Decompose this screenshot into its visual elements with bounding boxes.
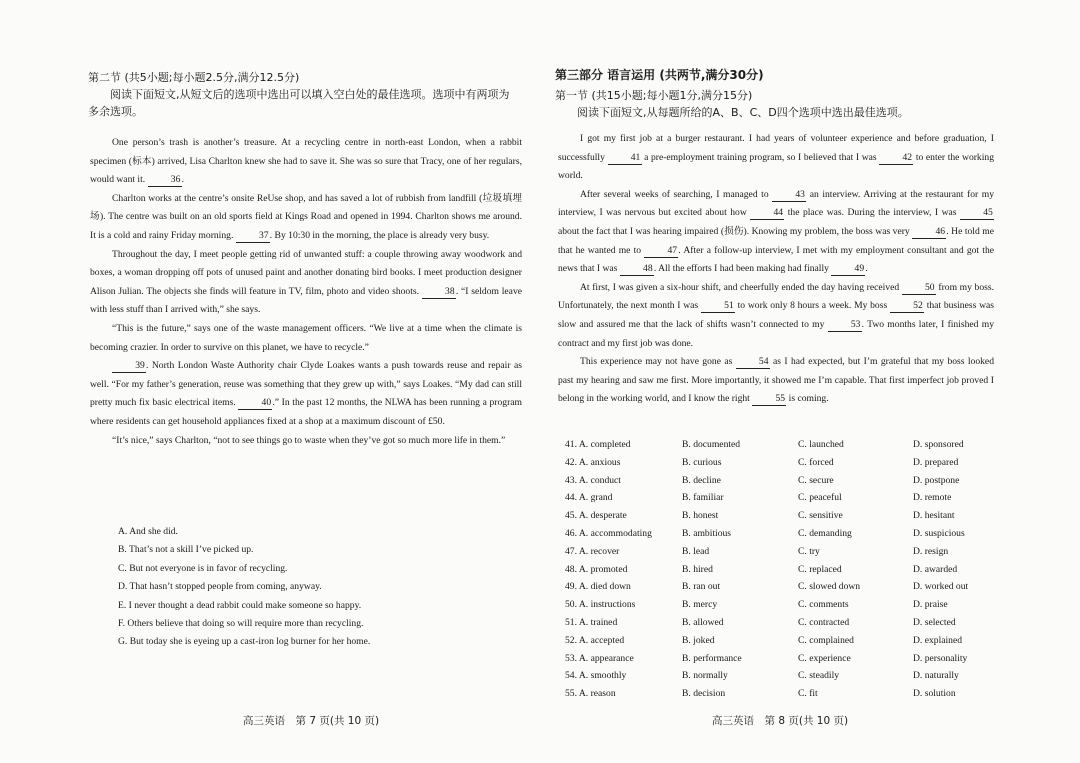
- question-number: 50.: [565, 599, 577, 611]
- choice-b: B. performance: [682, 652, 742, 664]
- choice-d: D. selected: [913, 617, 956, 628]
- question-number: 54.: [565, 670, 577, 682]
- passage-text: about the fact that I was hearing impaired (损伤). Knowing my problem, the boss was very: [558, 225, 913, 237]
- question-number: 44.: [565, 492, 577, 504]
- choice-a: A. accepted: [578, 634, 625, 646]
- choice-c: C. complained: [798, 634, 854, 646]
- choice-b: B. allowed: [682, 617, 724, 628]
- right-instruction: 阅读下面短文,从每题所给的A、B、C、D四个选项中选出最佳选项。: [577, 106, 909, 119]
- passage-text: a pre-employment training program, so I believed that I was: [641, 151, 880, 163]
- passage-text: . Two months later, I finished my contract and my first job was done.: [558, 318, 994, 349]
- question-row-start: [565, 472, 621, 490]
- option-a: A. And she did.: [118, 526, 178, 537]
- choice-a: A. grand: [578, 492, 613, 504]
- passage-text: as I had expected, but I’m grateful that my boss looked past my hearing and saw me first. More importantly, it showed me I’m capable. That first imperfect job proved I belong in the working world, and I know the right: [558, 356, 994, 405]
- choice-b: B. decision: [682, 688, 726, 700]
- choice-d: D. worked out: [913, 581, 969, 593]
- choice-d: D. explained: [913, 634, 963, 646]
- choice-c: C. comments: [798, 599, 849, 611]
- question-row-start: [565, 632, 624, 650]
- passage-text: .: [181, 174, 184, 186]
- choice-a: A. recover: [578, 545, 620, 557]
- question-row-start: [565, 436, 631, 454]
- answer-blank-47: 47: [644, 245, 678, 258]
- question-row-start: [565, 667, 626, 685]
- choice-d: D. solution: [913, 688, 956, 700]
- option-e: E. I never thought a dead rabbit could make someone so happy.: [118, 599, 362, 611]
- answer-blank-37: 37: [236, 230, 270, 243]
- choice-a: A. died down: [578, 581, 631, 593]
- choice-a: A. conduct: [578, 474, 621, 486]
- choice-d: D. suspicious: [913, 528, 965, 539]
- choice-b: B. documented: [682, 439, 741, 450]
- passage-text: . “I seldom leave with less stuff than I arrived with,” she says.: [90, 285, 522, 316]
- choice-b: B. mercy: [682, 599, 718, 611]
- question-number: 48.: [565, 563, 577, 575]
- option-f: F. Others believe that doing so will require more than recycling.: [118, 618, 364, 630]
- right-page: [540, 0, 1080, 763]
- passage-text: to enter the working world.: [558, 151, 994, 182]
- answer-blank-38: 38: [422, 286, 456, 299]
- passage-text: One person’s trash is another’s treasure. At a recycling centre in north-east London, when a rabbit specimen (标本) arrived, Lisa Charlton knew she had to save it. She was so sure that Tracy, one of her regulars, would want it.: [90, 137, 522, 186]
- choice-a: A. completed: [578, 439, 631, 450]
- question-row-start: [565, 454, 620, 472]
- choice-b: B. familiar: [682, 492, 724, 504]
- choice-c: C. forced: [798, 456, 834, 468]
- right-paragraph-3: [558, 279, 994, 353]
- choice-c: C. try: [798, 545, 820, 557]
- left-footer: 高三英语 第 7 页(共 10 页): [243, 715, 380, 727]
- answer-blank-50: 50: [902, 282, 936, 295]
- answer-blank-43: 43: [772, 189, 806, 202]
- answer-blank-54: 54: [736, 356, 770, 369]
- question-row-start: [565, 650, 634, 668]
- answer-blank-45: 45: [960, 207, 994, 220]
- left-paragraph-6: [90, 432, 522, 451]
- choice-d: D. remote: [913, 492, 952, 504]
- choice-a: A. promoted: [578, 563, 628, 575]
- right-paragraph-4: [558, 353, 994, 409]
- question-row-start: [565, 489, 612, 507]
- option-g: G. But today she is eyeing up a cast-iron log burner for her home.: [118, 636, 371, 648]
- question-row-start: [565, 614, 617, 632]
- choice-c: C. launched: [798, 439, 844, 450]
- question-number: 53.: [565, 652, 577, 664]
- question-row-start: [565, 578, 631, 596]
- choice-b: B. hired: [682, 563, 713, 575]
- answer-blank-55: 55: [752, 393, 786, 406]
- answer-blank-44: 44: [750, 207, 784, 220]
- question-number: 43.: [565, 474, 577, 486]
- answer-blank-39: 39: [112, 360, 146, 373]
- choice-c: C. replaced: [798, 563, 842, 575]
- choice-b: B. ran out: [682, 581, 721, 593]
- choice-c: C. slowed down: [798, 581, 861, 593]
- left-paragraph-1: [90, 134, 522, 190]
- passage-text: After several weeks of searching, I managed to: [580, 188, 773, 200]
- passage-text: . North London Waste Authority chair Clyde Loakes wants a push towards reuse and repair as well. “For my father’s generation, reuse was something that they grew up with,” says Loakes. “My dad can still pretty much fix basic electrical items.: [90, 360, 522, 409]
- passage-text: to work only 8 hours a week. My boss: [734, 300, 890, 312]
- passage-text: .” In the past 12 months, the NLWA has been running a program where residents can get household appliances fixed at a shop at a maximum discount of £50.: [90, 397, 522, 427]
- left-instruction: 阅读下面短文,从短文后的选项中选出可以填入空白处的最佳选项。选项中有两项为多余选项。: [88, 88, 510, 118]
- option-d: D. That hasn’t stopped people from coming, anyway.: [118, 581, 322, 593]
- left-paragraph-2: [90, 190, 522, 246]
- right-section-title: 第一节 (共15小题;每小题1分,满分15分): [555, 89, 753, 102]
- question-row-start: [565, 543, 619, 561]
- choice-c: C. secure: [798, 474, 834, 486]
- answer-blank-36: 36: [148, 174, 182, 187]
- answer-blank-49: 49: [831, 263, 865, 276]
- choice-c: C. steadily: [798, 670, 840, 682]
- right-paragraph-1: [558, 130, 994, 186]
- answer-blank-53: 53: [828, 319, 862, 332]
- choice-a: A. trained: [578, 617, 618, 628]
- question-number: 42.: [565, 456, 577, 468]
- answer-blank-46: 46: [912, 226, 946, 239]
- left-section-title: 第二节 (共5小题;每小题2.5分,满分12.5分): [88, 71, 300, 84]
- question-row-start: [565, 685, 616, 703]
- choice-d: D. praise: [913, 599, 948, 611]
- passage-text: “This is the future,” says one of the waste management officers. “We live at a time when the climate is becoming crazier. In order to survive on this planet, we have to recycle.”: [90, 322, 522, 353]
- choice-a: A. appearance: [578, 652, 634, 664]
- choice-b: B. decline: [682, 474, 721, 486]
- passage-text: the place was. During the interview, I was: [784, 207, 960, 219]
- passage-text: Throughout the day, I meet people getting rid of unwanted stuff: a couple throwing away woodwork and boxes, a woman dropping off pots of unused paint and another donating bird books. I meet production designer Alison Julian. The objects she finds will feature in TV, film, photo and video shoots.: [90, 248, 522, 297]
- question-number: 41.: [565, 439, 577, 450]
- choice-a: A. reason: [578, 688, 616, 700]
- right-passage: [558, 130, 994, 409]
- passage-text: I got my first job at a burger restaurant. I had years of volunteer experience and before graduation, I successfully: [558, 133, 994, 163]
- passage-text: At first, I was given a six-hour shift, and cheerfully ended the day having received: [580, 281, 902, 293]
- passage-text: from my boss. Unfortunately, the next month I was: [558, 281, 995, 312]
- passage-text: . He told me that he wanted me to: [558, 225, 994, 256]
- left-passage: [90, 134, 522, 450]
- choice-a: A. accommodating: [578, 528, 652, 539]
- question-number: 47.: [565, 545, 577, 557]
- choice-b: B. honest: [682, 510, 719, 522]
- choice-d: D. sponsored: [913, 439, 964, 450]
- passage-text: is coming.: [786, 393, 829, 405]
- answer-blank-40: 40: [238, 397, 272, 410]
- passage-text: . All the efforts I had been making had finally: [653, 263, 832, 275]
- right-paragraph-2: [558, 186, 994, 279]
- question-number: 45.: [565, 510, 577, 522]
- option-b: B. That’s not a skill I’ve picked up.: [118, 544, 254, 556]
- passage-text: an interview. Arriving at the restaurant for my interview, I was nervous but excited about how: [558, 188, 994, 219]
- choice-d: D. naturally: [913, 670, 959, 682]
- choice-a: A. instructions: [578, 599, 636, 611]
- choice-b: B. lead: [682, 545, 710, 557]
- choice-d: D. prepared: [913, 456, 959, 468]
- passage-text: that business was slow and assured me that the lack of shifts wasn’t connected to my: [558, 300, 994, 330]
- left-options-list: [118, 523, 528, 652]
- choice-c: C. peaceful: [798, 492, 842, 504]
- passage-text: “It’s nice,” says Charlton, “not to see things go to waste when they’ve got so much more life in them.”: [112, 434, 506, 446]
- answer-blank-41: 41: [608, 152, 642, 165]
- choice-b: B. normally: [682, 670, 728, 682]
- answer-blank-51: 51: [701, 300, 735, 313]
- left-paragraph-5: [90, 357, 522, 431]
- left-paragraph-3: [90, 246, 522, 320]
- question-number: 46.: [565, 528, 577, 539]
- choice-a: A. desperate: [578, 510, 627, 522]
- question-number: 49.: [565, 581, 577, 593]
- right-footer: 高三英语 第 8 页(共 10 页): [712, 715, 849, 727]
- right-part-title: 第三部分 语言运用 (共两节,满分30分): [555, 68, 764, 82]
- question-row-start: [565, 507, 627, 525]
- choice-b: B. joked: [682, 634, 715, 646]
- question-number: 51.: [565, 617, 577, 628]
- answer-blank-42: 42: [879, 152, 913, 165]
- question-row-start: [565, 561, 627, 579]
- choice-d: D. personality: [913, 652, 968, 664]
- choice-b: B. ambitious: [682, 528, 732, 539]
- passage-text: .: [865, 263, 868, 275]
- choice-c: C. contracted: [798, 617, 850, 628]
- choice-d: D. resign: [913, 545, 949, 557]
- choice-a: A. smoothly: [578, 670, 627, 682]
- passage-text: This experience may not have gone as: [580, 356, 736, 368]
- choice-a: A. anxious: [578, 456, 621, 468]
- choice-c: C. sensitive: [798, 510, 843, 522]
- left-paragraph-4: [90, 320, 522, 357]
- choice-d: D. postpone: [913, 474, 960, 486]
- answer-blank-52: 52: [890, 300, 924, 313]
- answer-blank-48: 48: [620, 263, 654, 276]
- passage-text: Charlton works at the centre’s onsite ReUse shop, and has saved a lot of rubbish from landfill (垃圾填埋场). The centre was built on an old sports field at Kings Road and opened in 1994. Charlton shows me around. It is a cold and rainy Friday morning.: [90, 192, 522, 241]
- choice-c: C. fit: [798, 688, 818, 700]
- question-grid: [540, 436, 1080, 706]
- question-number: 55.: [565, 688, 577, 700]
- choice-b: B. curious: [682, 456, 722, 468]
- choice-d: D. awarded: [913, 563, 958, 575]
- question-row-start: [565, 525, 652, 543]
- option-c: C. But not everyone is in favor of recycling.: [118, 562, 288, 574]
- passage-text: . By 10:30 in the morning, the place is already very busy.: [269, 229, 490, 241]
- passage-text: . After a follow-up interview, I met with my employment consultant and got the news that I was: [558, 244, 994, 275]
- question-number: 52.: [565, 634, 577, 646]
- choice-c: C. demanding: [798, 528, 852, 539]
- choice-d: D. hesitant: [913, 510, 955, 522]
- question-row-start: [565, 596, 635, 614]
- choice-c: C. experience: [798, 652, 851, 664]
